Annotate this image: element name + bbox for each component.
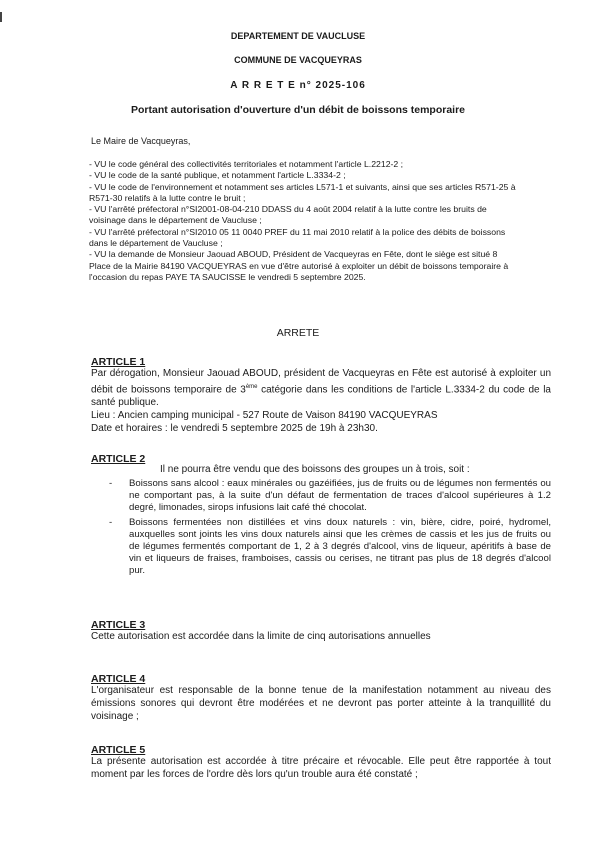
vu-item: - VU le code de la santé publique, et notamment l'article L.3334-2 ; — [89, 170, 346, 181]
article-1-text-a: Par dérogation, Monsieur Jaouad ABOUD, président de Vacqueyras en Fête est autorisé à exploiter un débit de boissons temporaire de 3 — [91, 368, 551, 396]
scan-edge-mark — [0, 12, 2, 22]
article-4-title: ARTICLE 4 — [91, 673, 146, 685]
article-3-title: ARTICLE 3 — [91, 619, 146, 631]
article-1-lieu: Lieu : Ancien camping municipal - 527 Route de Vaison 84190 VACQUEYRAS — [91, 409, 438, 421]
article-2-title: ARTICLE 2 — [91, 453, 146, 465]
article-2-item: - Boissons fermentées non distillées et vins doux naturels : vin, bière, cidre, poiré, hydromel, auxquelles sont joints les vins doux naturels ainsi que les crèmes de cassis et les jus de fruits ou de légumes fermentés comportant de 1, 2 à 3 degrés d'alcool, vins de liqueur, apéritifs à base de vin et liqueurs de fraises, framboises, cassis ou cerises, ne titrant pas plus de 18 degrés d'alcool pur. — [107, 517, 551, 577]
commune-heading: COMMUNE DE VACQUEYRAS — [234, 55, 362, 65]
article-1-title: ARTICLE 1 — [91, 356, 146, 368]
departement-heading: DEPARTEMENT DE VAUCLUSE — [230, 31, 366, 41]
article-2-list — [107, 478, 551, 580]
article-5-text: La présente autorisation est accordée à titre précaire et révocable. Elle peut être rapportée à tout moment par les forces de l'ordre dès lors qu'un trouble aura été constaté ; — [91, 756, 551, 780]
vu-item: - VU l'arrêté préfectoral n°SI2001-08-04-210 DDASS du 4 août 2004 relatif à la lutte contre les bruits de voisinage dans le département de Vaucluse ; — [89, 204, 487, 226]
arrete-subject: Portant autorisation d'ouverture d'un débit de boissons temporaire — [130, 104, 466, 116]
article-2-intro: Il ne pourra être vendu que des boissons des groupes un à trois, soit : — [160, 464, 470, 475]
article-1-body — [91, 368, 551, 435]
article-2-item: - Boissons sans alcool : eaux minérales ou gazéifiées, jus de fruits ou de légumes non fermentés ou ne comportant pas, à la suite d'un défaut de fermentation de traces d'alcool supérieures à 1.2 degré, limonades, sirops infusions lait café thé chocolat. — [107, 478, 551, 514]
vu-list — [89, 159, 519, 283]
vu-item: - VU l'arrêté préfectoral n°SI2010 05 11 0040 PREF du 11 mai 2010 relatif à la police des débits de boissons dans le département de Vaucluse ; — [89, 226, 506, 249]
maire-line: Le Maire de Vacqueyras, — [91, 136, 191, 146]
article-3-text: Cette autorisation est accordée dans la limite de cinq autorisations annuelles — [91, 631, 431, 642]
article-1-text-b: catégorie dans les conditions de l'article L.3334-2 du code de la santé publique. — [91, 384, 551, 408]
vu-item: - VU le code de l'environnement et notamment ses articles L571-1 et suivants, ainsi que ses articles R571-25 à R571-30 relatifs à la lutte contre le bruit ; — [89, 181, 516, 203]
article-5-title: ARTICLE 5 — [91, 744, 146, 756]
vu-item: - VU le code général des collectivités territoriales et notamment l'article L.2212-2 ; — [89, 159, 404, 169]
vu-item: - VU la demande de Monsieur Jaouad ABOUD, Président de Vacqueyras en Fête, dont le siège est situé 8 Place de la Mairie 84190 VACQUEYRAS en vue d'être autorisé à exploiter un débit de boissons temporaire à l'occasion du repas PAYE TA SAUCISSE le vendredi 5 septembre 2025. — [89, 249, 509, 282]
article-1-text — [91, 368, 551, 410]
article-1-sup: ème — [245, 383, 258, 390]
arrete-number: A R R E T E n° 2025-106 — [230, 80, 366, 91]
article-1-date: Date et horaires : le vendredi 5 septembre 2025 de 19h à 23h30. — [91, 422, 378, 434]
arrete-heading: ARRETE — [276, 327, 320, 339]
article-4-text: L'organisateur est responsable de la bonne tenue de la manifestation notamment au niveau des émissions sonores qui devront être modérées et ne devront pas porter atteinte à la tranquillité du voisinage ; — [91, 685, 551, 722]
